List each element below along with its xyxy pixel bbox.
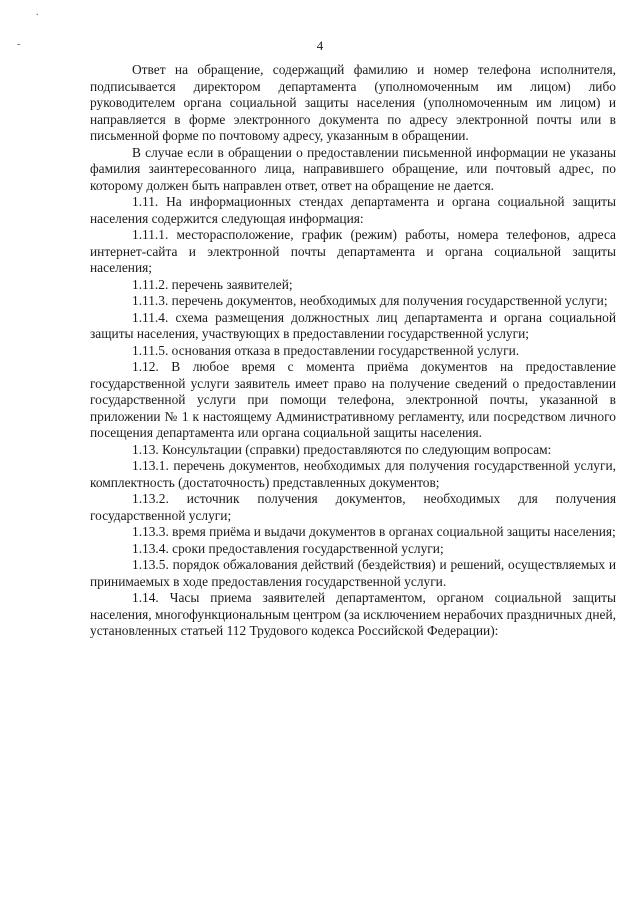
paragraph-response-signing: Ответ на обращение, содержащий фамилию и номер телефона исполнителя, подписывается директором департамента (уполномоченным им лицом) либо руководителем органа социальной защиты населения (уполномоченным им лицом) и направляется в форме электронного документа по адресу электронной почты или в письменной форме по почтовому адресу, указанным в обращении. <box>90 62 616 143</box>
paragraph-1-11-5: 1.11.5. основания отказа в предоставлении государственной услуги. <box>132 342 520 358</box>
paragraph-1-13-5: 1.13.5. порядок обжалования действий (бездействия) и решений, осуществляемых и принимаемых в ходе предоставления государственной услуги. <box>90 557 616 589</box>
scan-mark: . <box>36 7 39 18</box>
document-body <box>90 62 616 640</box>
paragraph-no-answer: В случае если в обращении о предоставлении письменной информации не указаны фамилия заинтересованного лица, направившего обращение, или почтовый адрес, по которому должен быть направлен ответ, ответ на обращение не дается. <box>90 144 616 193</box>
paragraph-1-11-1: 1.11.1. месторасположение, график (режим) работы, номера телефонов, адреса интернет-сайта и электронной почты департамента и органа социальной защиты населения; <box>90 227 616 275</box>
paragraph-1-13-2: 1.13.2. источник получения документов, необходимых для получения государственной услуги; <box>90 491 616 523</box>
paragraph-1-13-1: 1.13.1. перечень документов, необходимых для получения государственной услуги, комплектность (достаточность) представленных документов; <box>90 458 616 490</box>
paragraph-1-13-4: 1.13.4. сроки предоставления государственной услуги; <box>132 540 444 556</box>
page-number: 4 <box>316 38 324 53</box>
paragraph-1-12: 1.12. В любое время с момента приёма документов на предоставление государственной услуги заявитель имеет право на получение сведений о предоставлении государственной услуги при помощи телефона, электронной почты, указанной в приложении № 1 к настоящему Административному регламенту, или посредством личного посещения департамента или органа социальной защиты населения. <box>90 359 616 440</box>
paragraph-1-13: 1.13. Консультации (справки) предоставляются по следующим вопросам: <box>132 441 552 457</box>
paragraph-1-14: 1.14. Часы приема заявителей департаментом, органом социальной защиты населения, многофункциональным центром (за исключением нерабочих праздничных дней, установленных статьей 112 Трудового кодекса Российской Федерации): <box>90 590 616 638</box>
paragraph-1-11-2: 1.11.2. перечень заявителей; <box>132 276 293 292</box>
paragraph-1-13-3: 1.13.3. время приёма и выдачи документов в органах социальной защиты населения; <box>132 524 616 539</box>
scan-mark: - <box>17 39 21 50</box>
paragraph-1-11: 1.11. На информационных стендах департамента и органа социальной защиты населения содержится следующая информация: <box>90 194 616 226</box>
paragraph-1-11-3: 1.11.3. перечень документов, необходимых для получения государственной услуги; <box>132 293 608 308</box>
paragraph-1-11-4: 1.11.4. схема размещения должностных лиц департамента и органа социальной защиты населения, участвующих в предоставлении государственной услуги; <box>90 309 616 341</box>
